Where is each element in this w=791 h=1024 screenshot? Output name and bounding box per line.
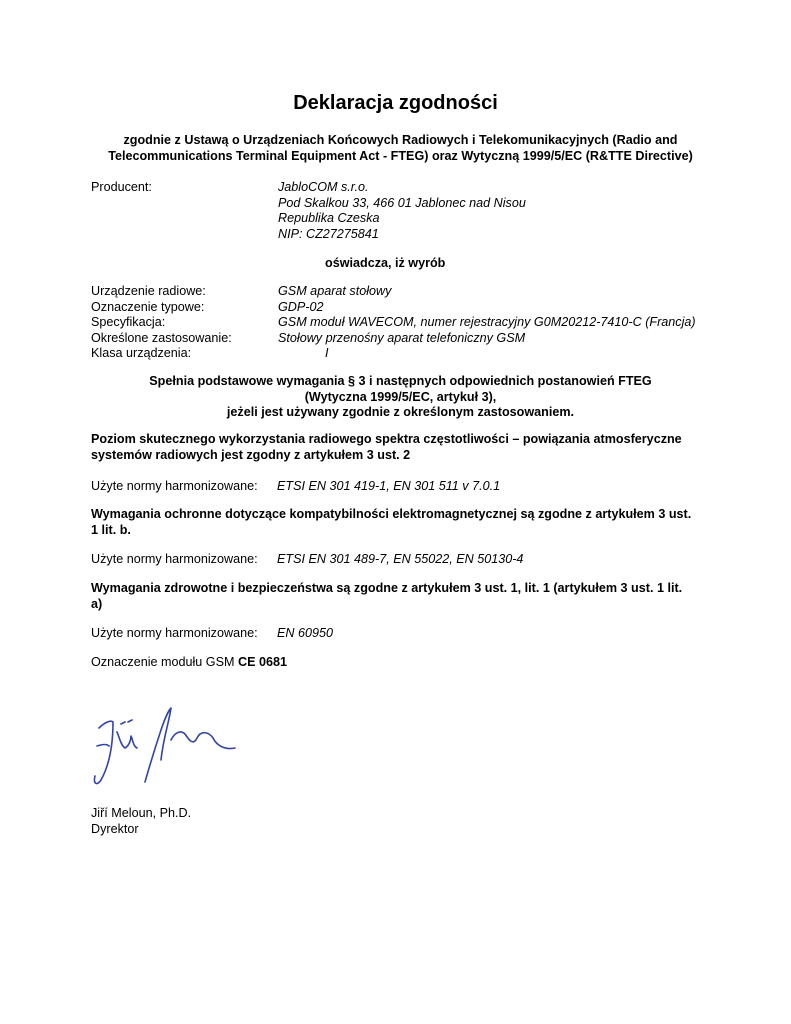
spec-value: Stołowy przenośny aparat telefoniczny GSM [278,330,526,345]
producer-line: NIP: CZ27275841 [278,226,379,241]
norms-label: Użyte normy harmonizowane: [91,626,258,640]
producer-line: Pod Skalkou 33, 466 01 Jablonec nad Nisou [278,195,526,210]
norms-value: ETSI EN 301 419-1, EN 301 511 v 7.0.1 [277,479,501,493]
producer-line: JabloCOM s.r.o. [278,180,369,194]
norms-label: Użyte normy harmonizowane: [91,479,258,493]
section-heading-line: systemów radiowych jest zgodny z artykułem 3 ust. 2 [91,447,411,462]
spec-value: I [325,346,329,360]
spec-row [91,300,731,316]
norms-label: Użyte normy harmonizowane: [91,552,258,566]
signatory-role: Dyrektor [91,821,139,836]
norms-value: EN 60950 [277,626,334,640]
subtitle [60,133,741,164]
section-heading-line: Poziom skutecznego wykorzystania radiowego spektra częstotliwości – powiązania atmosferyczne [91,432,682,446]
spec-label: Specyfikacja: [91,315,166,329]
signatory-name: Jiří Meloun, Ph.D. [91,806,192,820]
section-heading [91,507,731,538]
module-mark [91,655,287,669]
module-mark-label: Oznaczenie modułu GSM [91,655,235,669]
fulfills-line: jeżeli jest używany zgodnie z określonym zastosowaniem. [226,405,575,419]
subtitle-line: Telecommunications Terminal Equipment Act - FTEG) oraz Wytyczną 1999/5/EC (R&TTE Directive) [108,148,693,163]
producer-label: Producent: [91,180,152,194]
section-heading-line: 1 lit. b. [91,522,131,537]
section-heading-line: Wymagania ochronne dotyczące kompatybilności elektromagnetycznej są zgodne z artykułem 3 ust. [91,507,692,521]
spec-label: Urządzenie radiowe: [91,284,206,298]
spec-table [91,284,731,362]
signatory-block [91,806,191,837]
producer-details [278,180,526,242]
signature [85,700,245,790]
spec-row [91,346,731,362]
spec-label: Określone zastosowanie: [91,330,232,345]
spec-value: GDP-02 [278,299,324,314]
fulfills-statement [60,374,741,421]
module-mark-value: CE 0681 [238,655,288,669]
section-heading [91,581,731,612]
norms-value: ETSI EN 301 489-7, EN 55022, EN 50130-4 [277,552,524,566]
spec-label: Klasa urządzenia: [91,346,192,360]
subtitle-line: zgodnie z Ustawą o Urządzeniach Końcowych Radiowych i Telekomunikacyjnych (Radio and [123,133,678,147]
section-heading [91,432,731,463]
fulfills-line: Spełnia podstawowe wymagania § 3 i następnych odpowiednich postanowień FTEG [149,374,652,388]
fulfills-line: (Wytyczna 1999/5/EC, artykuł 3), [304,389,497,404]
spec-value: GSM aparat stołowy [278,284,392,298]
section-heading-line: Wymagania zdrowotne i bezpieczeństwa są zgodne z artykułem 3 ust. 1, lit. 1 (artykułem 3 ust. 1 lit. [91,581,683,595]
spec-value: GSM moduł WAVECOM, numer rejestracyjny G0M20212-7410-C (Francja) [278,315,696,329]
producer-line: Republika Czeska [278,211,380,225]
document-title: Deklaracja zgodności [293,92,498,114]
spec-row [91,284,731,300]
spec-row [91,331,731,347]
section-heading-line: a) [91,596,103,611]
declares-text: oświadcza, iż wyrób [325,256,446,270]
spec-row [91,315,731,331]
spec-label: Oznaczenie typowe: [91,299,205,314]
